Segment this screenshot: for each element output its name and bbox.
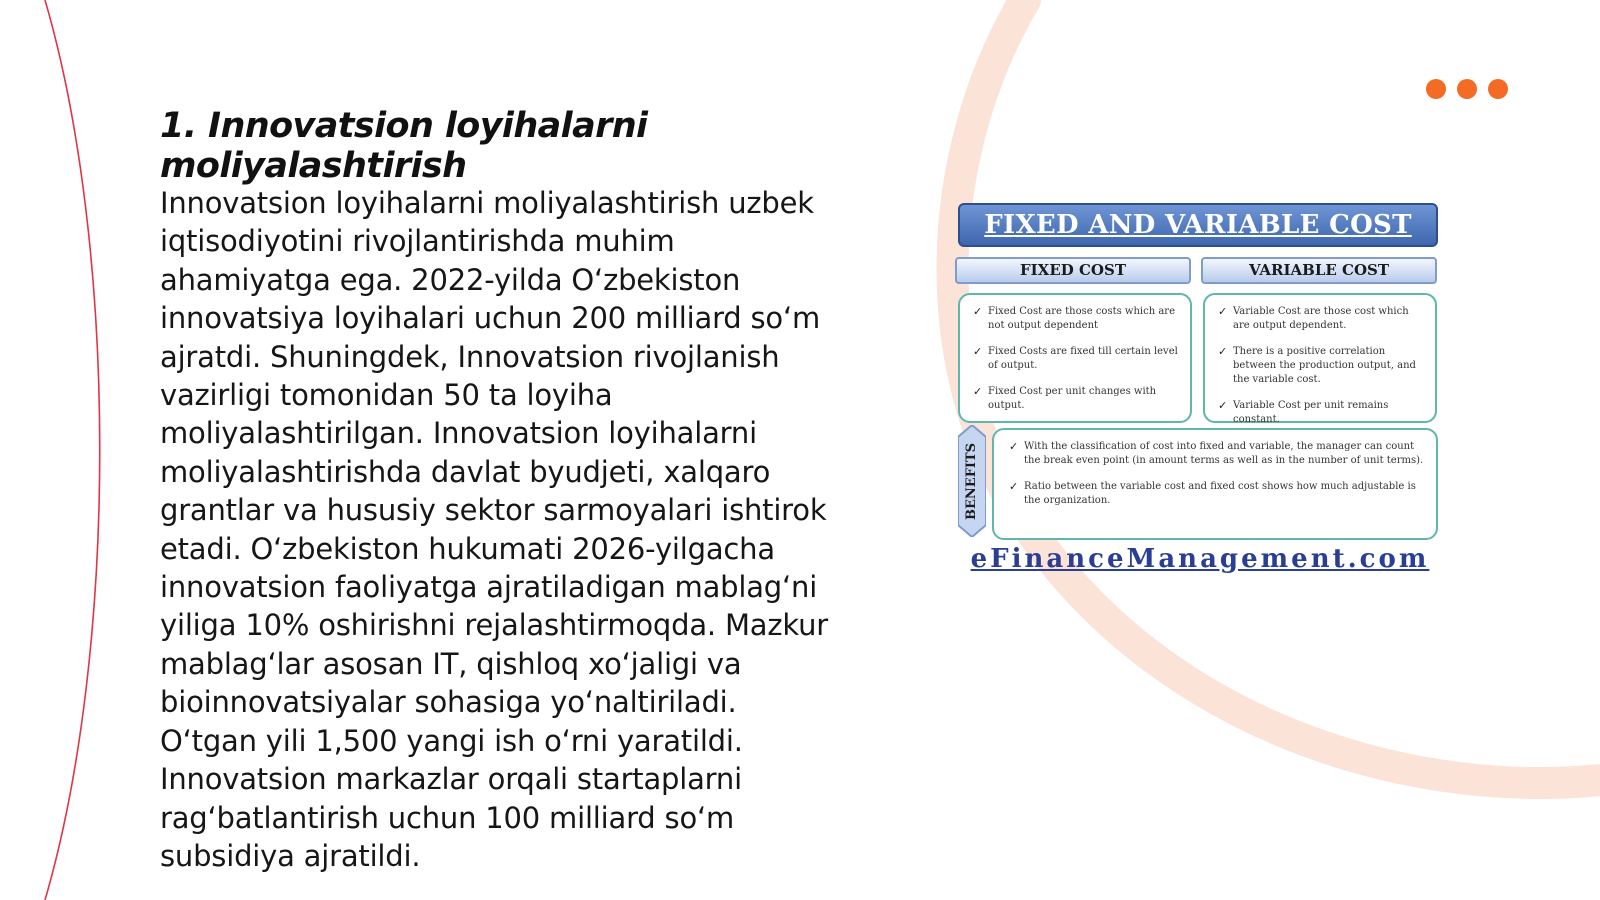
dot-3 bbox=[1488, 79, 1508, 99]
check-icon: ✓ bbox=[973, 305, 983, 318]
check-icon: ✓ bbox=[1009, 440, 1019, 453]
infographic-title: FIXED AND VARIABLE COST bbox=[958, 203, 1438, 247]
check-icon: ✓ bbox=[1218, 399, 1228, 412]
fixed-variable-cost-infographic bbox=[955, 203, 1445, 573]
fixed-point: ✓ Fixed Cost per unit changes with output. bbox=[973, 385, 1157, 411]
fixed-point: ✓ Fixed Cost are those costs which are not output dependent bbox=[973, 305, 1175, 331]
dot-2 bbox=[1457, 79, 1477, 99]
brand-watermark: eFinanceManagement.com bbox=[970, 544, 1430, 574]
slide-body-text: Innovatsion loyihalarni moliyalashtirish uzbek iqtisodiyotini rivojlantirishda muhim ahamiyatga ega. 2022-yilda O‘zbekiston innovatsiya loyihalari uchun 200 milliard so‘m ajratdi. Shuningdek, Innovatsion rivojlanish vazirligi tomonidan 50 ta loyiha moliyalashtirilgan. Innovatsion loyihalarni moliyalashtirishda davlat byudjeti, xalqaro grantlar va hususiy sektor sarmoyalari ishtirok etadi. O‘zbekiston hukumati 2026-yilgacha innovatsion faoliyatga ajratiladigan mablag‘ni yiliga 10% oshirishni rejalashtirmoqda. Mazkur mablag‘lar asosan IT, qishloq xo‘jaligi va bioinnovatsiyalar sohasiga yo‘naltiriladi. O‘tgan yili 1,500 yangi ish o‘rni yaratildi. Innovatsion markazlar orqali startaplarni rag‘batlantirish uchun 100 milliard so‘m subsidiya ajratildi. bbox=[160, 186, 828, 873]
variable-cost-box bbox=[1203, 293, 1437, 423]
fixed-point: ✓ Fixed Costs are fixed till certain level of output. bbox=[973, 345, 1178, 371]
benefits-label: BENEFITS bbox=[964, 442, 979, 520]
check-icon: ✓ bbox=[1009, 480, 1019, 493]
benefits-box bbox=[992, 428, 1438, 540]
check-icon: ✓ bbox=[973, 345, 983, 358]
dot-1 bbox=[1426, 79, 1446, 99]
check-icon: ✓ bbox=[1218, 305, 1228, 318]
variable-cost-banner: VARIABLE COST bbox=[1201, 257, 1437, 284]
variable-point: ✓ There is a positive correlation between the production output, and the variable cost. bbox=[1218, 345, 1416, 385]
benefit-point: ✓ With the classification of cost into fixed and variable, the manager can count the break even point (in amount terms as well as in the number of unit terms). bbox=[1009, 440, 1424, 466]
decorative-dots bbox=[1426, 79, 1508, 99]
fixed-cost-box bbox=[958, 293, 1192, 423]
left-curve-line bbox=[45, 0, 100, 900]
variable-point: ✓ Variable Cost per unit remains constant. bbox=[1218, 399, 1389, 425]
check-icon: ✓ bbox=[973, 385, 983, 398]
variable-point: ✓ Variable Cost are those cost which are output dependent. bbox=[1218, 305, 1409, 331]
check-icon: ✓ bbox=[1218, 345, 1228, 358]
slide-title: 1. Innovatsion loyihalarni moliyalashtirish bbox=[160, 106, 648, 186]
benefit-point: ✓ Ratio between the variable cost and fixed cost shows how much adjustable is the organization. bbox=[1009, 480, 1416, 506]
fixed-cost-banner: FIXED COST bbox=[955, 257, 1191, 284]
